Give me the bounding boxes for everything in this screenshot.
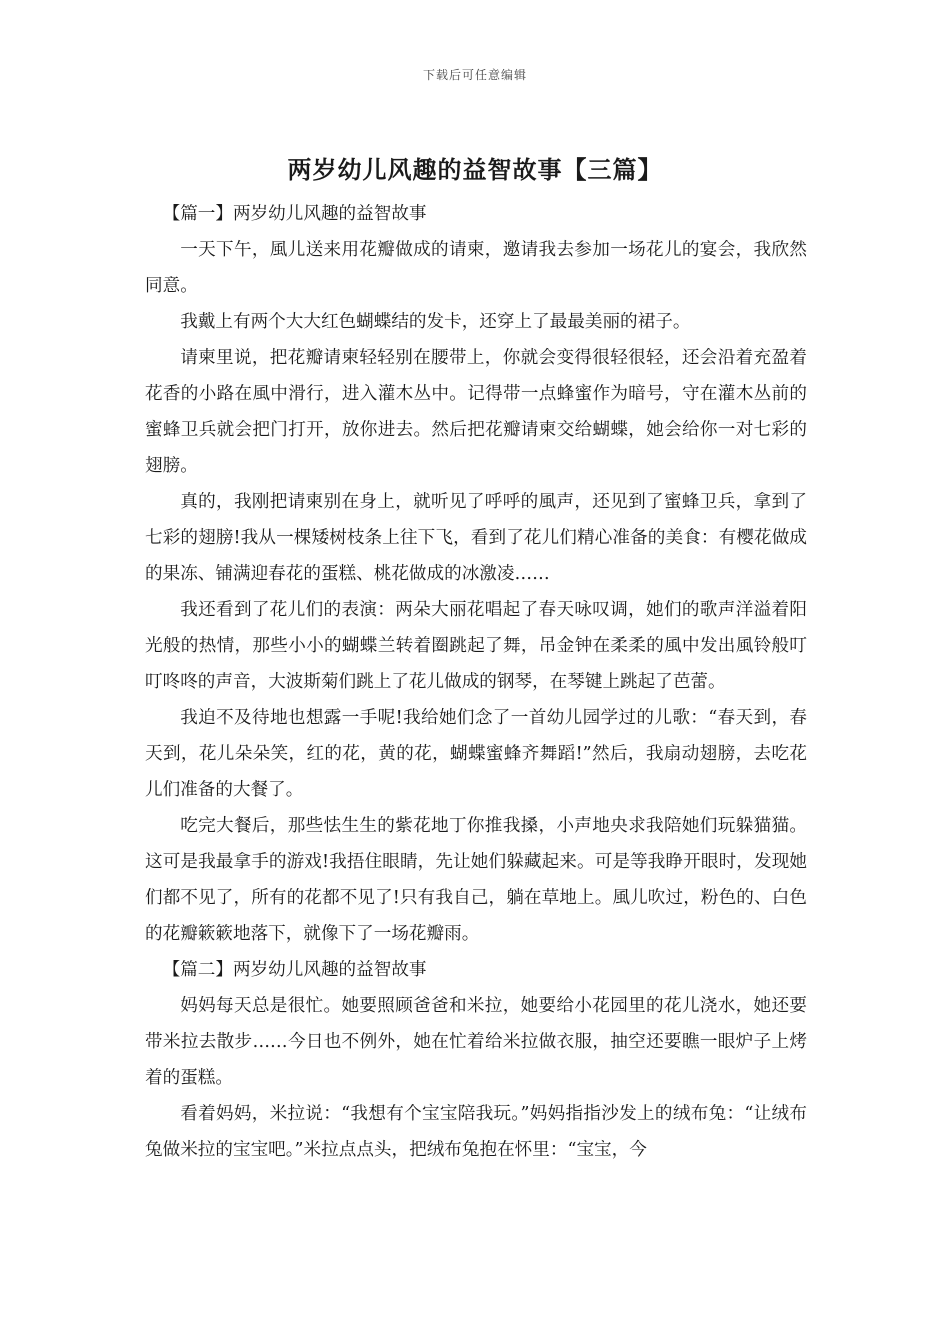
paragraph: 吃完大餐后，那些怯生生的紫花地丁你推我搡，小声地央求我陪她们玩躲猫猫。这可是我最拿手的游戏!我捂住眼睛，先让她们躲藏起来。可是等我睁开眼时，发现她们都不见了，所有的花都不见了!只有我自己，躺在草地上。風儿吹过，粉色的、白色的花瓣簌簌地落下，就像下了一场花瓣雨。 [145,816,807,944]
paragraph: 请柬里说，把花瓣请柬轻轻别在腰带上，你就会变得很轻很轻，还会沿着充盈着花香的小路在風中滑行，进入灌木丛中。记得带一点蜂蜜作为暗号，守在灌木丛前的蜜蜂卫兵就会把门打开，放你进去。然后把花瓣请柬交给蝴蝶，她会给你一对七彩的翅膀。 [145,348,807,476]
paragraph: 真的，我刚把请柬别在身上，就听见了呼呼的風声，还见到了蜜蜂卫兵，拿到了七彩的翅膀!我从一棵矮树枝条上往下飞，看到了花儿们精心准备的美食：有樱花做成的果冻、铺满迎春花的蛋糕、桃花做成的冰激凌…… [145,492,807,584]
section-heading-2: 【篇二】两岁幼儿风趣的益智故事 [162,960,427,980]
paragraph: 看着妈妈，米拉说：“我想有个宝宝陪我玩。”妈妈指指沙发上的绒布兔：“让绒布兔做米拉的宝宝吧。”米拉点点头，把绒布兔抱在怀里：“宝宝，今 [145,1104,807,1160]
paragraph: 我戴上有两个大大红色蝴蝶结的发卡，还穿上了最最美丽的裙子。 [180,312,691,332]
paragraph: 妈妈每天总是很忙。她要照顾爸爸和米拉，她要给小花园里的花儿浇水，她还要带米拉去散步……今日也不例外，她在忙着给米拉做衣服，抽空还要瞧一眼炉子上烤着的蛋糕。 [145,996,807,1088]
paragraph: 我迫不及待地也想露一手呢!我给她们念了一首幼儿园学过的儿歌：“春天到，春天到，花儿朵朵笑，红的花，黄的花，蝴蝶蜜蜂齐舞蹈!”然后，我扇动翅膀，去吃花儿们准备的大餐了。 [145,708,807,800]
document-body [145,196,807,1168]
paragraph: 我还看到了花儿们的表演：两朵大丽花唱起了春天咏叹调，她们的歌声洋溢着阳光般的热情，那些小小的蝴蝶兰转着圈跳起了舞，吊金钟在柔柔的風中发出風铃般叮叮咚咚的声音，大波斯菊们跳上了花儿做成的钢琴，在琴键上跳起了芭蕾。 [145,600,807,692]
header-note: 下载后可任意编辑 [422,68,527,82]
document-title: 两岁幼儿风趣的益智故事【三篇】 [287,155,663,184]
section-heading-1: 【篇一】两岁幼儿风趣的益智故事 [162,204,427,224]
paragraph: 一天下午，風儿送来用花瓣做成的请柬，邀请我去参加一场花儿的宴会，我欣然同意。 [145,240,807,296]
